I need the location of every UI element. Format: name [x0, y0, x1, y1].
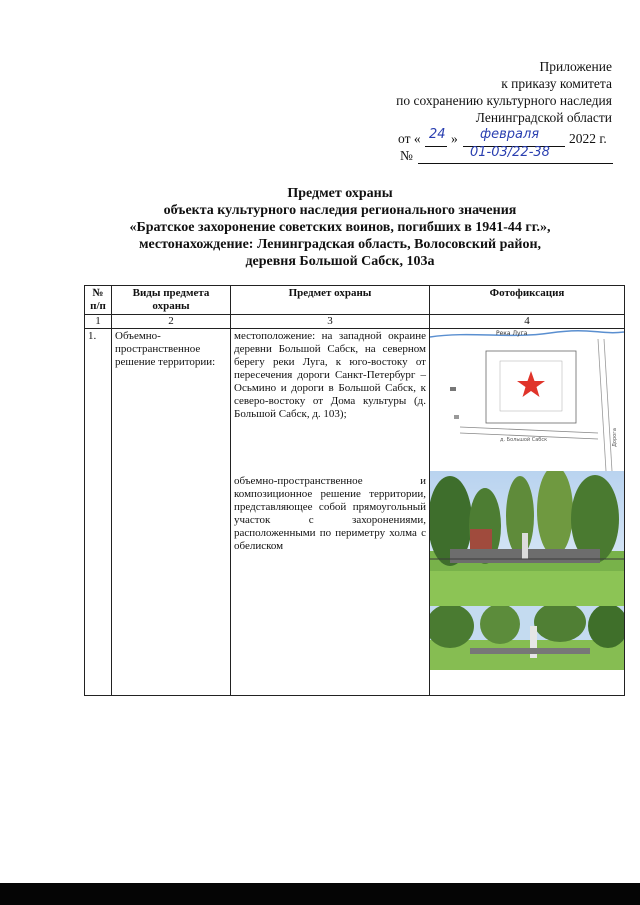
- header-type: Виды предмета охраны: [112, 286, 231, 315]
- header-line-1: Приложение: [539, 59, 612, 74]
- header-line-2: к приказу комитета: [501, 76, 612, 91]
- row-photos: [430, 329, 625, 696]
- scan-bottom-edge: [0, 883, 640, 905]
- date-month: февраля: [480, 127, 540, 142]
- memorial-photo-1: [430, 471, 624, 606]
- subject-composition: объемно-пространственное и композиционное решение территории, представляющее собой прямоугольный участок с захоронениями, расположенными по периметру холма с обелиском: [234, 475, 426, 552]
- number-label: №: [400, 148, 413, 163]
- date-day-underline: [425, 146, 447, 147]
- row-subject: [231, 329, 430, 696]
- number-value: 01-03/22-38: [470, 145, 550, 160]
- col-number-3: 3: [231, 315, 430, 329]
- title-line-1: Предмет охраны: [287, 186, 393, 201]
- document-title: [60, 185, 620, 270]
- protection-table: [84, 285, 625, 696]
- table-header-row: [85, 286, 625, 315]
- row-type: Объемно-пространственное решение территории:: [112, 329, 231, 696]
- title-line-4: местонахождение: Ленинградская область, Волосовский район,: [138, 237, 542, 252]
- map-road-label: Дорога: [612, 428, 618, 447]
- header-subject: Предмет охраны: [231, 286, 430, 315]
- site-plan-image: [430, 329, 624, 471]
- title-line-3: «Братское захоронение советских воинов, погибших в 1941-44 гг.»,: [129, 220, 551, 235]
- memorial-photo-2: [430, 606, 624, 670]
- subject-location: местоположение: на западной окраине деревни Большой Сабск, на северном берегу реки Луга, к юго-востоку от пересечения дороги Санкт-Петербург – Осьмино и дороги в Большой Сабск, к северо-востоку от Дома культуры (д. Большой Сабск, д. 103);: [234, 330, 426, 420]
- date-mid: »: [451, 131, 458, 146]
- date-line: [398, 131, 421, 147]
- date-from: от «: [398, 131, 421, 146]
- col-number-4: 4: [430, 315, 625, 329]
- column-number-row: [85, 315, 625, 329]
- map-river-label: Река Луга: [496, 330, 528, 337]
- date-day: 24: [429, 127, 446, 142]
- table-row: [85, 329, 625, 696]
- date-year: 2022 г.: [569, 131, 607, 146]
- header-photo: Фотофиксация: [430, 286, 625, 315]
- row-num: 1.: [85, 329, 112, 696]
- col-number-1: 1: [85, 315, 112, 329]
- number-underline: [418, 163, 613, 164]
- header-block: [312, 58, 612, 126]
- header-line-3: по сохранению культурного наследия: [396, 93, 612, 108]
- title-line-2: объекта культурного наследия регионального значения: [163, 203, 517, 218]
- map-side-road-label: д. Большой Сабск: [500, 437, 548, 443]
- col-number-2: 2: [112, 315, 231, 329]
- title-line-5: деревня Большой Сабск, 103а: [245, 254, 435, 269]
- header-num: № п/п: [85, 286, 112, 315]
- header-line-4: Ленинградской области: [475, 110, 612, 125]
